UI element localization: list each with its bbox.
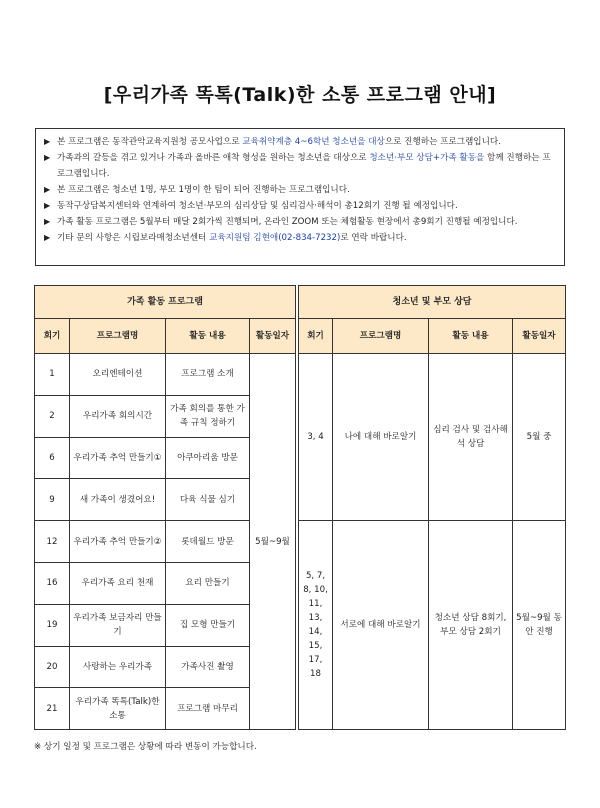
notice-fragment: 함께 진행하는 프로그램입니다. xyxy=(57,153,551,179)
activity-cell: 롯데월드 방문 xyxy=(166,521,250,563)
counsel-session-cell: 3, 4 xyxy=(299,354,333,521)
notice-item xyxy=(44,134,556,150)
activity-cell: 요리 만들기 xyxy=(166,562,250,604)
col-session: 회기 xyxy=(35,319,70,354)
bullet-arrow-icon: ▶ xyxy=(44,233,51,242)
page-title: [우리가족 똑톡(Talk)한 소통 프로그램 안내] xyxy=(103,84,497,106)
notice-item xyxy=(44,230,556,246)
notice-fragment: 본 프로그램은 동작관악교육지원청 공모사업으로 xyxy=(57,137,243,147)
notice-item xyxy=(44,198,556,214)
col-counsel-program: 프로그램명 xyxy=(333,319,429,354)
program-cell: 우리가족 회의시간 xyxy=(70,395,166,437)
notice-highlight: 청소년·부모 상담+가족 활동을 xyxy=(369,153,485,163)
program-cell: 우리가족 보금자리 만들기 xyxy=(70,604,166,646)
notice-text xyxy=(57,134,556,150)
notice-highlight: 교육지원팀 김현애(02-834-7232) xyxy=(209,233,341,243)
col-counsel-date: 활동일자 xyxy=(513,319,566,354)
activity-cell: 가족 회의를 통한 가족 규칙 정하기 xyxy=(166,395,250,437)
program-cell: 우리가족 추억 만들기② xyxy=(70,521,166,563)
notice-text xyxy=(57,230,556,246)
activity-cell: 가족사진 촬영 xyxy=(166,646,250,688)
notice-item xyxy=(44,214,556,230)
notice-item xyxy=(44,150,556,182)
notice-fragment: 본 프로그램은 청소년 1명, 부모 1명이 한 팀이 되어 진행하는 프로그램입니다. xyxy=(57,185,350,195)
family-date-cell: 5월~9월 xyxy=(250,354,296,730)
counsel-program-cell: 서로에 대해 바로알기 xyxy=(333,521,429,730)
notice-fragment: 가족과의 갈등을 겪고 있거나 가족과 올바른 애착 형성을 원하는 청소년을 대상으로 xyxy=(57,153,370,163)
session-cell: 16 xyxy=(35,562,70,604)
notice-text xyxy=(57,150,556,182)
footnote: ※ 상기 일정 및 프로그램은 상황에 따라 변동이 가능합니다. xyxy=(34,742,257,752)
program-cell: 사랑하는 우리가족 xyxy=(70,646,166,688)
notice-fragment: 동작구상담복지센터와 연계하여 청소년·부모의 심리상담 및 심리검사·해석이 총12회기 진행 될 예정입니다. xyxy=(57,201,458,211)
bullet-arrow-icon: ▶ xyxy=(44,137,51,146)
bullet-arrow-icon: ▶ xyxy=(44,201,51,210)
program-cell: 우리가족 똑톡(Talk)한 소통 xyxy=(70,688,166,730)
notice-fragment: 기타 문의 사항은 시립보라매청소년센터 xyxy=(57,233,210,243)
session-cell: 6 xyxy=(35,437,70,479)
counsel-session-cell: 5, 7, 8, 10, 11, 13, 14, 15, 17, 18 xyxy=(299,521,333,730)
notice-box xyxy=(35,128,565,266)
program-cell: 우리가족 추억 만들기① xyxy=(70,437,166,479)
table-row xyxy=(35,521,566,563)
counsel-activity-cell: 심리 검사 및 검사해석 상담 xyxy=(429,354,513,521)
col-date: 활동일자 xyxy=(250,319,296,354)
session-cell: 1 xyxy=(35,354,70,396)
session-cell: 19 xyxy=(35,604,70,646)
notice-fragment: 로 연락 바랍니다. xyxy=(340,233,407,243)
family-activity-band: 가족 활동 프로그램 xyxy=(35,286,296,319)
program-cell: 우리가족 요리 천재 xyxy=(70,562,166,604)
counsel-program-cell: 나에 대해 바로알기 xyxy=(333,354,429,521)
notice-text xyxy=(57,182,556,198)
counseling-band: 청소년 및 부모 상담 xyxy=(299,286,566,319)
counsel-activity-cell: 청소년 상담 8회기, 부모 상담 2회기 xyxy=(429,521,513,730)
notice-text xyxy=(57,214,556,230)
col-activity: 활동 내용 xyxy=(166,319,250,354)
session-cell: 21 xyxy=(35,688,70,730)
bullet-arrow-icon: ▶ xyxy=(44,153,51,162)
activity-cell: 프로그램 소개 xyxy=(166,354,250,396)
notice-item xyxy=(44,182,556,198)
session-cell: 20 xyxy=(35,646,70,688)
activity-cell: 집 모형 만들기 xyxy=(166,604,250,646)
col-counsel-session: 회기 xyxy=(299,319,333,354)
notice-highlight: 교육취약계층 4~6학년 청소년을 대상 xyxy=(242,137,385,147)
notice-text xyxy=(57,198,556,214)
bullet-arrow-icon: ▶ xyxy=(44,217,51,226)
bullet-arrow-icon: ▶ xyxy=(44,185,51,194)
session-cell: 9 xyxy=(35,479,70,521)
program-cell: 오리엔테이션 xyxy=(70,354,166,396)
notice-fragment: 가족 활동 프로그램은 5월부터 매달 2회가씩 진행되며, 온라인 ZOOM 또는 체험활동 현장에서 총9회기 진행될 예정입니다. xyxy=(57,217,518,227)
activity-cell: 아쿠아리움 방문 xyxy=(166,437,250,479)
col-counsel-activity: 활동 내용 xyxy=(429,319,513,354)
session-cell: 12 xyxy=(35,521,70,563)
counsel-date-cell: 5월~9월 동안 진행 xyxy=(513,521,566,730)
table-row xyxy=(35,354,566,396)
activity-cell: 다육 식물 심기 xyxy=(166,479,250,521)
activity-cell: 프로그램 마무리 xyxy=(166,688,250,730)
session-cell: 2 xyxy=(35,395,70,437)
program-cell: 새 가족이 생겼어요! xyxy=(70,479,166,521)
counsel-date-cell: 5월 중 xyxy=(513,354,566,521)
program-table xyxy=(34,285,566,730)
notice-fragment: 으로 진행하는 프로그램입니다. xyxy=(384,137,501,147)
col-program: 프로그램명 xyxy=(70,319,166,354)
